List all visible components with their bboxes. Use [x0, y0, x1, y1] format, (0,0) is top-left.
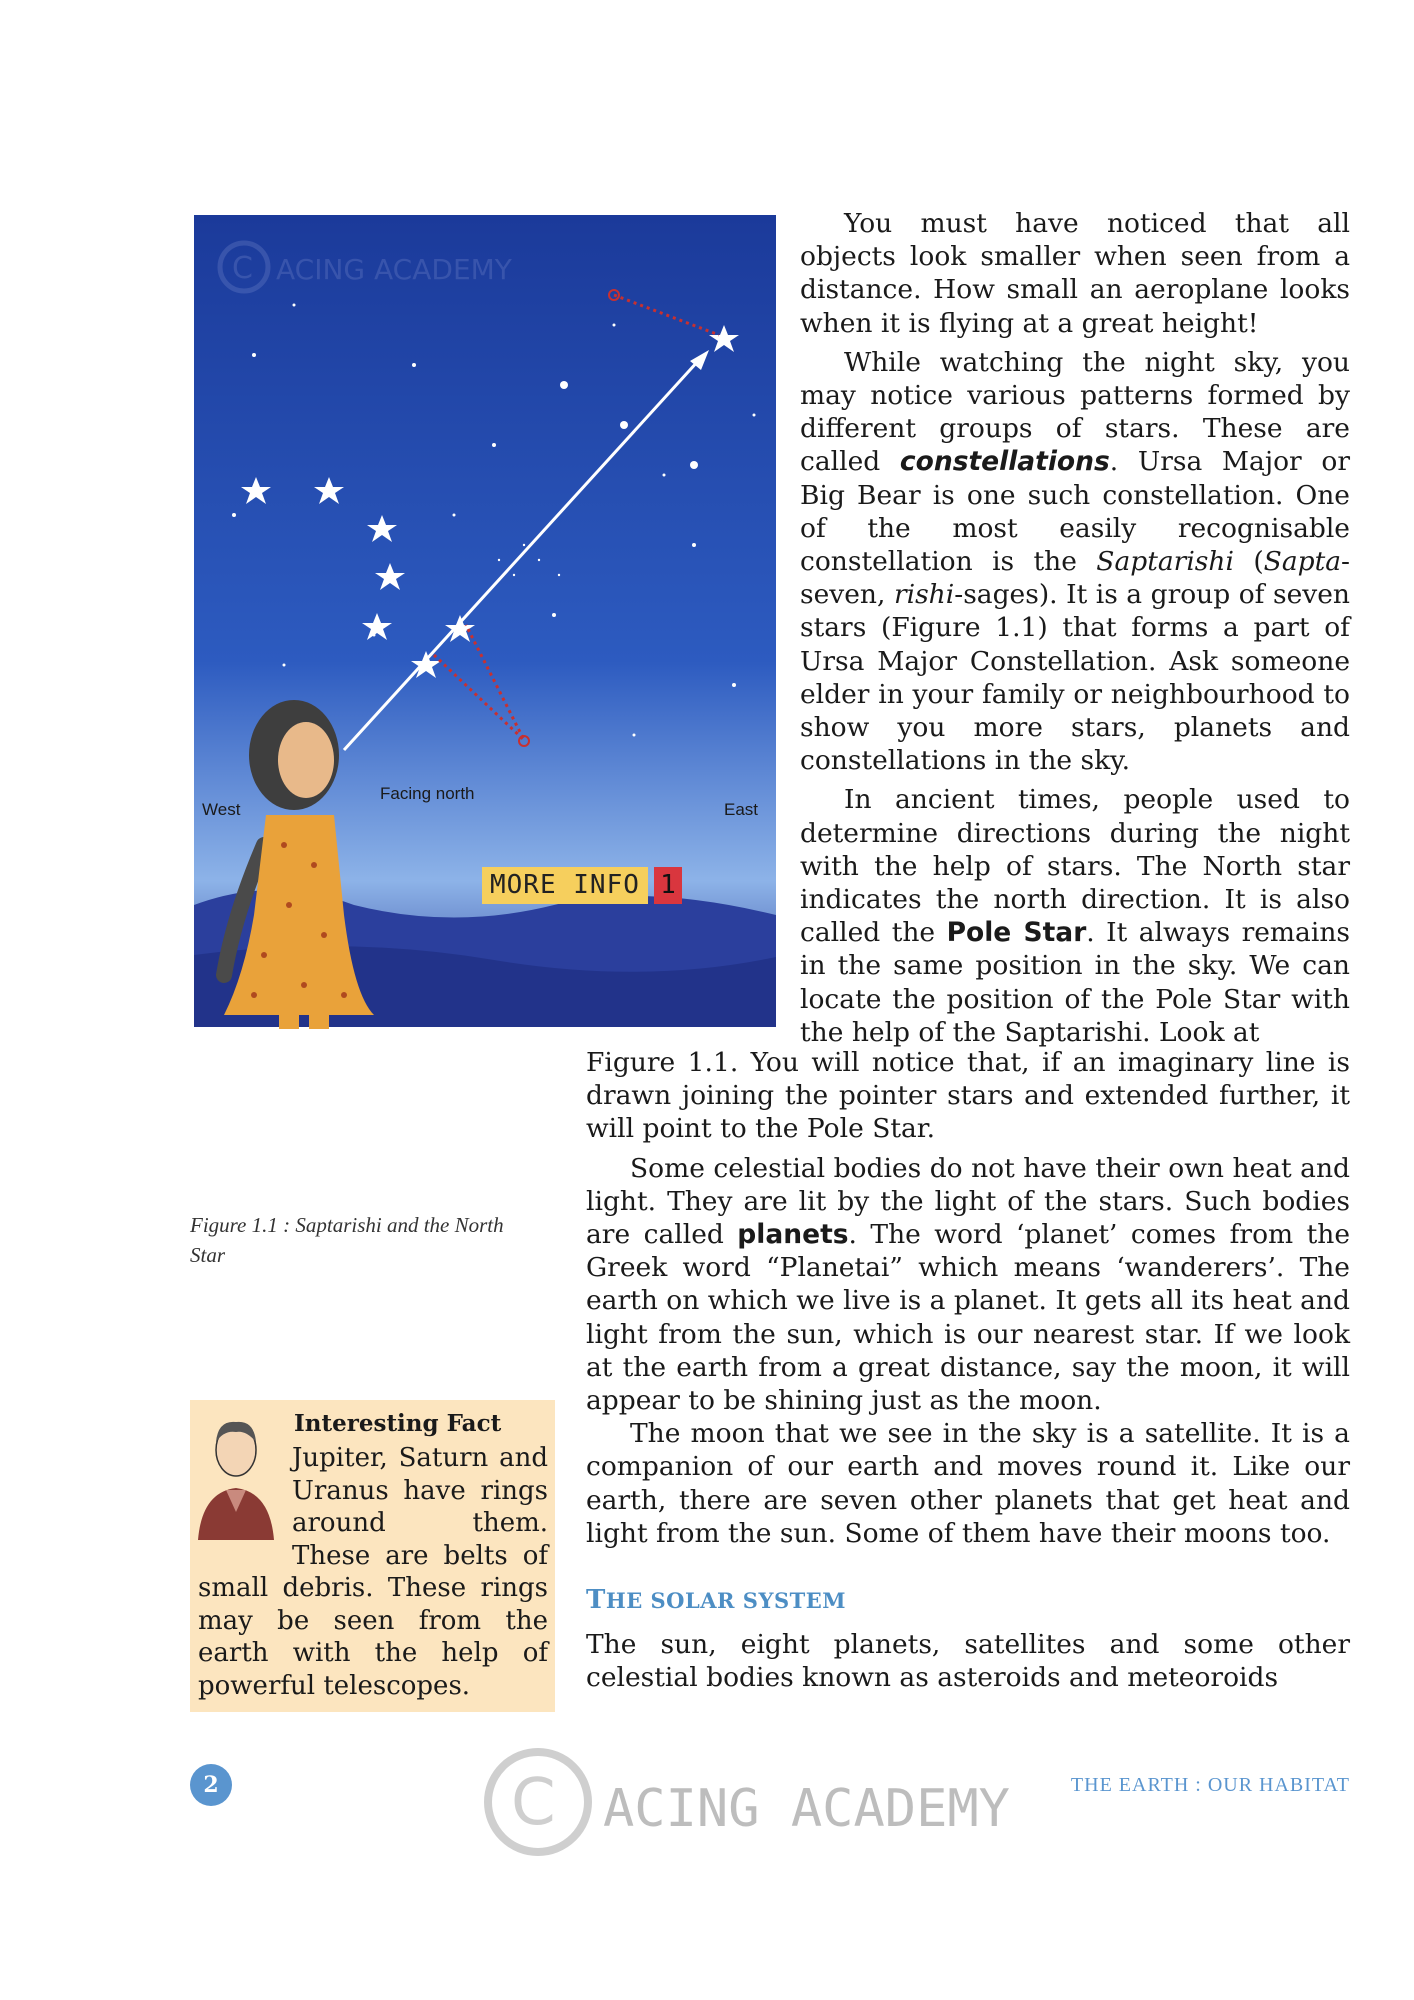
footer-watermark: [478, 1742, 1010, 1862]
paragraph: The moon that we see in the sky is a satellite. It is a companion of our earth and moves round it. Like our earth, there are seven other planets that get heat and light from the sun. Some of them have their moons too.: [586, 1418, 1350, 1549]
label-west: West: [202, 800, 241, 819]
svg-text:C: C: [511, 1766, 556, 1840]
more-info-label: MORE INFO: [482, 867, 648, 904]
term-constellations: constellations: [899, 446, 1110, 478]
more-info-button[interactable]: [482, 867, 682, 904]
term-pole-star: Pole Star: [946, 917, 1087, 949]
body-column-bottom: [586, 1628, 1350, 1694]
chapter-title: THE EARTH : OUR HABITAT: [1070, 1774, 1350, 1796]
body-column-right: [800, 207, 1350, 1049]
paragraph-continued: Figure 1.1. You will notice that, if an imaginary line is drawn joining the pointer stars and extended further, it will point to the Pole Star.: [586, 1047, 1350, 1145]
label-facing-north: Facing north: [380, 784, 475, 803]
fact-title: Interesting Fact: [294, 1410, 502, 1437]
section-heading: THE SOLAR SYSTEM: [586, 1585, 846, 1615]
paragraph: In ancient times, people used to determine directions during the night with the help of stars. The North star indicates the north direction. It is also called the Pole Star. It always remains in the same position in the sky. We can locate the position of the Pole Star with the help of the Saptarishi. Look at: [800, 784, 1350, 1048]
paragraph: The sun, eight planets, satellites and some other celestial bodies known as asteroids and meteoroids: [586, 1629, 1350, 1694]
footer-watermark-text: ACING ACADEMY: [603, 1779, 1010, 1839]
figure-saptarishi: [194, 215, 776, 1029]
figure-caption: Figure 1.1 : Saptarishi and the North Star: [190, 1213, 504, 1267]
more-info-count: 1: [654, 867, 682, 904]
paragraph: While watching the night sky, you may notice various patterns formed by different groups of stars. These are called constellations. Ursa Major or Big Bear is one such constellation. One of the most easily recognisable constellation is the Saptarishi (Sapta-seven, rishi-sages). It is a group of seven stars (Figure 1.1) that forms a part of Ursa Major Constellation. Ask someone elder in your family or neighbourhood to show you more stars, planets and constellations in the sky.: [800, 346, 1351, 777]
paragraph: Some celestial bodies do not have their own heat and light. They are lit by the light of the stars. Such bodies are called planets. The word ‘planet’ comes from the Greek word “Planetai” which means ‘wanderers’. The earth on which we live is a planet. It gets all its heat and light from the sun, which is our nearest star. If we look at the earth from a great distance, say the moon, it will appear to be shining just as the moon.: [586, 1152, 1350, 1417]
svg-text:ACING ACADEMY: ACING ACADEMY: [276, 253, 512, 286]
interesting-fact-box: [190, 1400, 555, 1712]
paragraph: You must have noticed that all objects look smaller when seen from a distance. How small an aeroplane looks when it is flying at a great height!: [800, 208, 1350, 339]
term-planets: planets: [737, 1219, 849, 1251]
fact-text: Jupiter, Saturn and Uranus have rings around them. These are belts of small debris. These rings may be seen from the earth with the help of powerful telescopes.: [198, 1443, 548, 1701]
page-number: 2: [190, 1764, 232, 1806]
label-east: East: [724, 800, 759, 819]
svg-text:C: C: [232, 251, 253, 286]
body-column-wide: [586, 1046, 1350, 1550]
